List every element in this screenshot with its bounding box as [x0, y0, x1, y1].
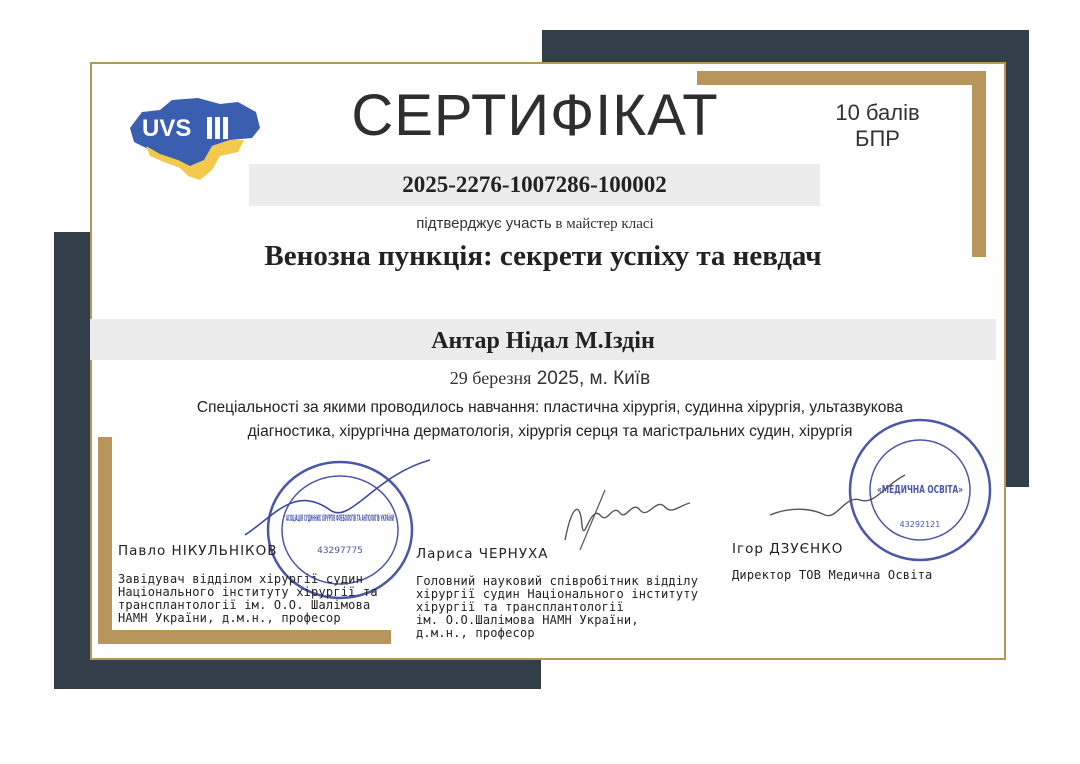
- event-date: 29 березня: [449, 368, 532, 388]
- specialties-line-2: діагностика, хірургічна дерматологія, хірургія серця та магістральних судин, хірургія: [247, 423, 853, 440]
- logo-bar-3: [223, 117, 228, 139]
- logo-text: UVS: [142, 115, 192, 142]
- logo-bar-2: [215, 117, 220, 139]
- points-value: 10 балів: [835, 100, 920, 125]
- confirmation-prefix: підтверджує участь: [416, 215, 552, 232]
- signatory-dzuienko: [732, 541, 977, 582]
- signatory-role: Завідувач відділом хірургії судин Національного інституту хірургії та трансплантології ім. О.О. Шалімова НАМН України, д.м.н., професор: [118, 572, 378, 625]
- signatory-nikulnikov: [118, 543, 403, 625]
- signatory-name: Лариса ЧЕРНУХА: [416, 546, 549, 562]
- specialties-line-1: Спеціальності за якими проводилось навчання: пластична хірургія, судинна хірургія, ультазвукова: [196, 399, 904, 416]
- confirmation-line: [300, 215, 770, 233]
- participant-name: Антар Нідал М.Іздін: [431, 328, 655, 354]
- confirmation-suffix: в майстер класі: [551, 216, 654, 232]
- points-type: БПР: [855, 126, 900, 151]
- signatory-chernukha: [416, 546, 716, 640]
- signature-chernukha: [560, 485, 700, 555]
- course-title: Венозна пункція: секрети успіху та невдач: [264, 240, 822, 272]
- signature-chernukha-flourish: [580, 490, 605, 550]
- signature-chernukha-stroke: [565, 503, 690, 540]
- stamp-left-text: [286, 513, 394, 524]
- uvs-logo: [120, 90, 270, 185]
- logo-bar-1: [207, 117, 212, 139]
- certificate-title: СЕРТИФІКАТ: [351, 83, 719, 148]
- certificate-number: 2025-2276-1007286-100002: [402, 172, 667, 197]
- stamp-right-code: 43292121: [899, 520, 941, 529]
- signatory-role: Директор ТОВ Медична Освіта: [732, 568, 933, 582]
- signatory-role: Головний науковий співробітник відділу хірургії судин Національного інституту хірургії та трансплантології ім. О.О.Шалімова НАМН України, д.м.н., професор: [416, 574, 699, 640]
- stamp-right-text: «МЕДИЧНА ОСВІТА»: [877, 483, 963, 496]
- event-year-place: 2025, м. Київ: [531, 368, 651, 389]
- signatory-name: Павло НІКУЛЬНІКОВ: [118, 543, 278, 559]
- stamp-left-code: 43297775: [317, 546, 363, 556]
- event-date-place: [300, 368, 800, 390]
- signatory-name: Ігор ДЗУЄНКО: [732, 541, 844, 557]
- points-badge: [815, 100, 940, 152]
